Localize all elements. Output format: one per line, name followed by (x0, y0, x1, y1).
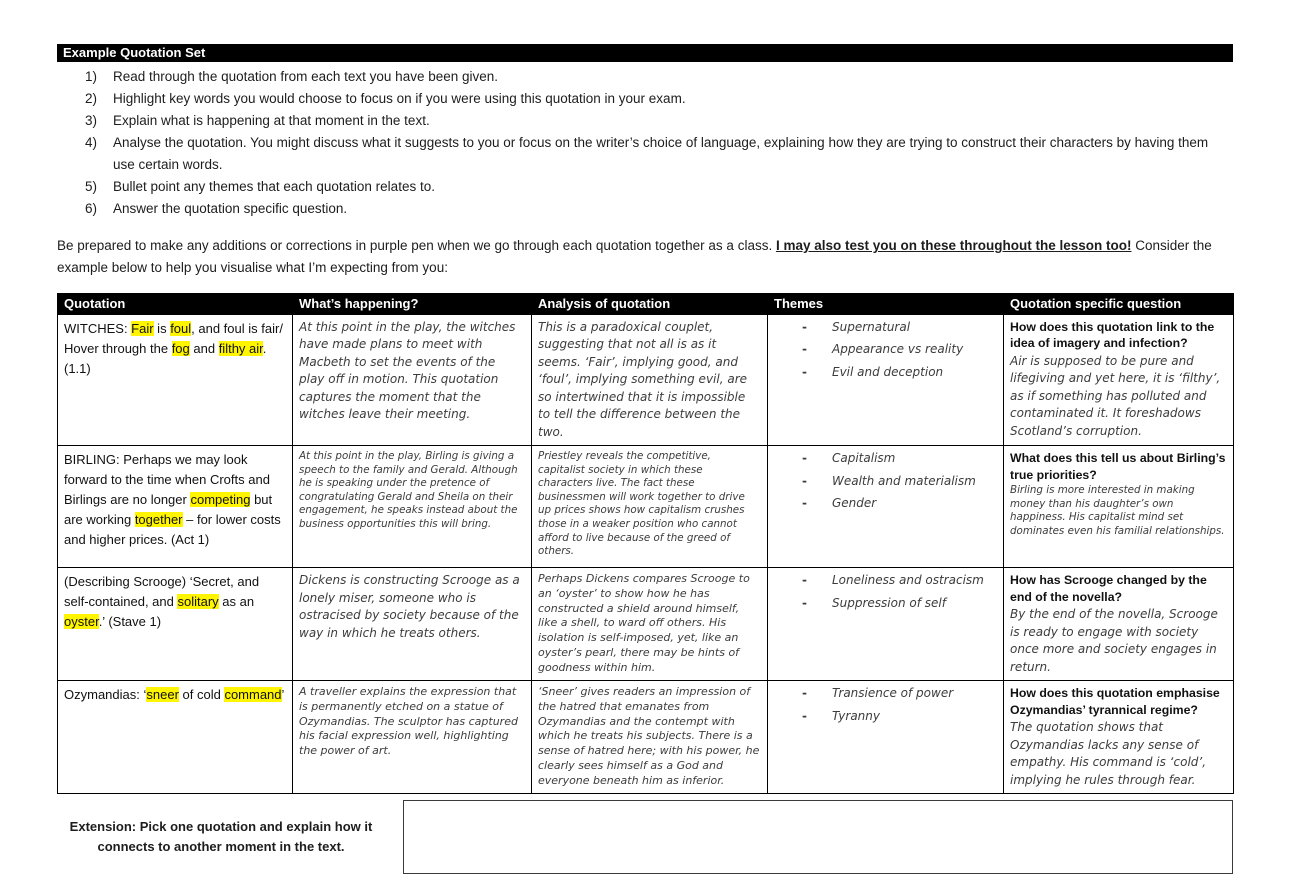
extension-section (57, 800, 1233, 874)
instruction-number: 5) (85, 179, 98, 194)
quotation-cell (58, 681, 293, 794)
theme-label: Gender (832, 496, 877, 510)
theme-item (774, 450, 996, 468)
highlighted-text: solitary (177, 594, 219, 609)
theme-label: Transience of power (832, 686, 954, 700)
question-text: What does this tell us about Birling’s true priorities? (1010, 451, 1226, 482)
intro-text-end: Consider the example below to help you visualise what I’m expecting from you: (57, 238, 1212, 275)
instruction-number: 6) (85, 201, 98, 216)
theme-item (774, 595, 996, 613)
question-cell (1004, 681, 1234, 794)
quotation-table (57, 293, 1234, 795)
analysis-cell: Priestley reveals the competitive, capitalist society in which these characters live. The fact these businessmen will work together to drive up prices shows how capitalism crushes those in a weaker position who cannot afford to live because of the greed of others. (532, 446, 768, 568)
quotation-cell (58, 446, 293, 568)
header-cell-analysis: Analysis of quotation (532, 293, 768, 314)
dash-bullet: - (802, 451, 807, 465)
quotation-text: Ozymandias: ‘ (64, 687, 147, 702)
quotation-text: as an (218, 594, 255, 609)
instruction-number: 1) (85, 69, 98, 84)
question-cell (1004, 446, 1234, 568)
theme-item (774, 685, 996, 703)
quotation-text: and (189, 340, 219, 356)
table-row (58, 446, 1234, 568)
highlighted-text: fog (171, 340, 190, 356)
theme-label: Supernatural (832, 319, 911, 334)
theme-item (774, 473, 996, 491)
header-cell-themes: Themes (768, 293, 1004, 314)
question-text: How has Scrooge changed by the end of the novella? (1010, 573, 1207, 604)
highlighted-text: together (134, 512, 183, 527)
instruction-item (57, 88, 1233, 110)
themes-cell (768, 314, 1004, 446)
analysis-cell: This is a paradoxical couplet, suggesting that not all is as it seems. ‘Fair’, implying good, and ‘foul’, implying something evil, are so intertwined that it is impossible to tell the difference between the two. (532, 314, 768, 446)
instruction-item (57, 132, 1233, 176)
header-cell-question: Quotation specific question (1004, 293, 1234, 314)
theme-item (774, 319, 996, 337)
quotation-text: of cold (178, 687, 225, 702)
intro-text-emphasis: I may also test you on these throughout the lesson too! (775, 238, 1132, 253)
instruction-text: Highlight key words you would choose to focus on if you were using this quotation in your exam. (113, 91, 686, 106)
theme-label: Evil and deception (832, 364, 944, 379)
quotation-text: BIRLING: Perhaps we may look forward to the time when Crofts and Birlings are no longer (64, 452, 270, 507)
theme-label: Tyranny (832, 708, 880, 723)
theme-label: Loneliness and ostracism (832, 573, 984, 587)
table-row (58, 681, 1234, 794)
highlighted-text: oyster (64, 614, 99, 629)
dash-bullet: - (802, 342, 807, 356)
themes-cell (768, 568, 1004, 681)
theme-item (774, 572, 996, 590)
quotation-text: is (153, 320, 171, 336)
highlighted-text: command (224, 687, 282, 702)
theme-label: Capitalism (832, 451, 896, 465)
quotation-text: WITCHES: (64, 320, 132, 336)
theme-label: Wealth and materialism (832, 473, 976, 488)
extension-answer-box[interactable] (403, 800, 1233, 874)
answer-text: By the end of the novella, Scrooge is ready to engage with society once more and society engages in return. (1010, 607, 1218, 674)
instruction-item (57, 176, 1233, 198)
dash-bullet: - (802, 686, 807, 700)
table-row (58, 314, 1234, 446)
dash-bullet: - (802, 364, 807, 379)
instruction-text: Read through the quotation from each text you have been given. (113, 69, 499, 84)
extension-label: Extension: Pick one quotation and explain how it connects to another moment in the text. (69, 819, 373, 854)
themes-cell (768, 446, 1004, 568)
highlighted-text: foul (170, 320, 192, 336)
happening-cell: At this point in the play, the witches have made plans to meet with Macbeth to set the events of the play off in motion. This quotation captures the moment that the witches leave their meeting. (293, 314, 532, 446)
answer-text: Air is supposed to be pure and lifegiving and yet here, it is ‘filthy’, as if something has polluted and contaminated it. It foreshadows Scotland’s corruption. (1010, 353, 1221, 438)
theme-label: Appearance vs reality (832, 342, 964, 356)
highlighted-text: sneer (146, 687, 179, 702)
instruction-text: Explain what is happening at that moment in the text. (113, 113, 430, 128)
quotation-cell (58, 314, 293, 446)
header-cell-quotation: Quotation (58, 293, 293, 314)
question-cell (1004, 568, 1234, 681)
happening-cell: Dickens is constructing Scrooge as a lonely miser, someone who is ostracised by society because of the way in which he treats others. (293, 568, 532, 681)
happening-cell: A traveller explains the expression that is permanently etched on a statue of Ozymandias. The sculptor has captured his facial expression well, highlighting the power of art. (293, 681, 532, 794)
instruction-item (57, 110, 1233, 132)
quotation-table-body (58, 314, 1234, 794)
header-cell-happening: What’s happening? (293, 293, 532, 314)
instruction-text: Bullet point any themes that each quotation relates to. (113, 179, 435, 194)
dash-bullet: - (802, 573, 807, 587)
dash-bullet: - (802, 496, 807, 510)
dash-bullet: - (802, 473, 807, 488)
dash-bullet: - (802, 708, 807, 723)
intro-text-start: Be prepared to make any additions or corrections in purple pen when we go through each quotation together as a class. (57, 238, 776, 253)
instruction-number: 4) (85, 135, 98, 150)
quotation-text: (Describing Scrooge) ‘Secret, and self-contained, and (64, 574, 260, 609)
intro-paragraph (57, 235, 1233, 279)
instruction-number: 3) (85, 113, 98, 128)
instruction-text: Answer the quotation specific question. (113, 201, 348, 216)
instruction-item (57, 66, 1233, 88)
question-text: How does this quotation link to the idea of imagery and infection? (1010, 319, 1215, 350)
happening-cell: At this point in the play, Birling is giving a speech to the family and Gerald. Although he is speaking under the pretence of congratulating Gerald and Sheila on their engagement, he speaks instead about the business opportunities this will bring. (293, 446, 532, 568)
question-text: How does this quotation emphasise Ozymandias’ tyrannical regime? (1010, 686, 1220, 717)
quotation-cell (58, 568, 293, 681)
table-header-row (58, 293, 1234, 314)
dash-bullet: - (802, 319, 807, 334)
theme-item (774, 495, 996, 513)
highlighted-text: Fair (131, 320, 154, 336)
theme-item (774, 341, 996, 359)
analysis-cell: Perhaps Dickens compares Scrooge to an ‘oyster’ to show how he has constructed a shield around himself, like a shell, to ward off others. His isolation is self-imposed, yet, like an oyster’s pearl, there may be hints of goodness within him. (532, 568, 768, 681)
answer-text: Birling is more interested in making money than his daughter’s own happiness. His capitalist mind set dominates even his familial relationships. (1010, 484, 1225, 537)
instruction-item (57, 198, 1233, 220)
quotation-text: ’ (281, 687, 285, 702)
highlighted-text: filthy air (218, 340, 263, 356)
table-row (58, 568, 1234, 681)
worksheet-title-bar: Example Quotation Set (57, 44, 1233, 62)
quotation-text: – for lower costs and higher prices. (Act 1) (64, 512, 281, 547)
quotation-text: , and foul is fair/ Hover through the (64, 320, 283, 356)
theme-item (774, 708, 996, 726)
themes-cell (768, 681, 1004, 794)
quotation-text: . (1.1) (64, 340, 267, 376)
theme-label: Suppression of self (832, 595, 946, 610)
instruction-number: 2) (85, 91, 98, 106)
dash-bullet: - (802, 595, 807, 610)
instruction-list (57, 66, 1233, 220)
quotation-text: but are working (64, 492, 273, 527)
theme-item (774, 364, 996, 382)
answer-text: The quotation shows that Ozymandias lacks any sense of empathy. His command is ‘cold’, implying he rules through fear. (1010, 720, 1207, 787)
quotation-text: .’ (Stave 1) (98, 614, 162, 629)
highlighted-text: competing (190, 492, 251, 507)
instruction-text: Analyse the quotation. You might discuss what it suggests to you or focus on the writer’s choice of language, explaining how they are trying to construct their characters by having them use certain words. (113, 135, 1209, 172)
question-cell (1004, 314, 1234, 446)
analysis-cell: ‘Sneer’ gives readers an impression of the hatred that emanates from Ozymandias and the contempt with which he treats his subjects. There is a sense of hatred here; with his power, he clearly sees himself as a God and everyone beneath him as inferior. (532, 681, 768, 794)
